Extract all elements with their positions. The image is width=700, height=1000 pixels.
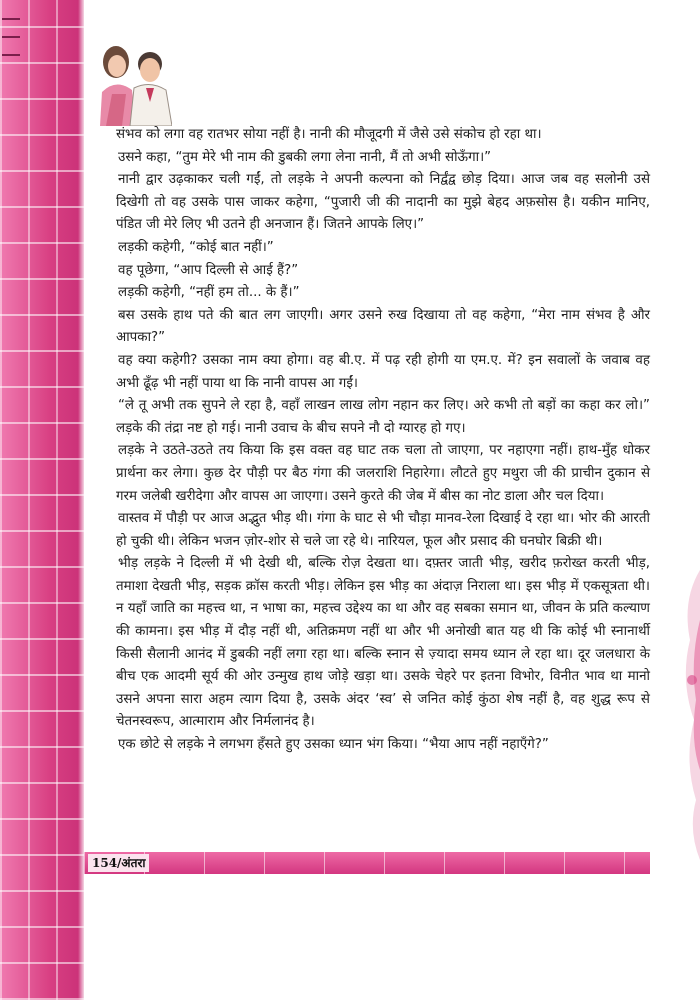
paragraph: एक छोटे से लड़के ने लगभग हँसते हुए उसका ध्यान भंग किया। “भैया आप नहीं नहाएँगे?” xyxy=(118,737,549,753)
paragraph: नानी द्वार उढ़काकर चली गईं, तो लड़के ने अपनी कल्पना को निर्द्वंद्व छोड़ दिया। आज जब वह सलोनी उसे दिखेगी तो वह उसके पास जाकर कहेगा, “पुजारी जी की नादानी का मुझे बेहद अफ़सोस है। यकीन मानिए, पंडित जी मेरे लिए भी उतने ही अनजान हैं। जितने आपके लिए।” xyxy=(116,172,650,233)
paragraph: भीड़ लड़के ने दिल्ली में भी देखी थी, बल्कि रोज़ देखता था। दफ़्तर जाती भीड़, खरीद फ़रोख्त करती भीड़, तमाशा देखती भीड़, सड़क क्रॉस करती भीड़। लेकिन इस भीड़ का अंदाज़ निराला था। इस भीड़ में एकसूत्रता थी। न यहाँ जाति का महत्त्व था, न भाषा का, महत्त्व उद्देश्य का था और वह सबका समान था, जीवन के प्रति कल्याण की कामना। इस भीड़ में दौड़ नहीं थी, अतिक्रमण नहीं था और भी अनोखी बात यह थी कि कोई भी स्नानार्थी किसी सैलानी आनंद में डुबकी नहीं लगा रहा था। बल्कि स्नान से ज़्यादा समय ध्यान ले रहा था। दूर जलधारा के बीच एक आदमी सूर्य की ओर उन्मुख हाथ जोड़े खड़ा था। उसके चेहरे पर इतना विभोर, विनीत भाव था मानो उसने अपना सारा अहम त्याग दिया है, उसके अंदर ‘स्व’ से जनित कोई कुंठा शेष नहीं है, वह शुद्ध रूप से चेतनस्वरूप, आत्माराम और निर्मलानंद है। xyxy=(116,556,650,730)
decorative-brick-border xyxy=(0,0,84,1000)
paragraph: बस उसके हाथ पते की बात लग जाएगी। अगर उसने रुख दिखाया तो वह कहेगा, “मेरा नाम संभव है और आपका?” xyxy=(116,307,650,346)
right-edge-illustration-icon xyxy=(676,560,700,860)
paragraph: वह पूछेगा, “आप दिल्ली से आई हैं?” xyxy=(118,262,299,278)
footer-band xyxy=(84,852,650,874)
paragraph: वास्तव में पौड़ी पर आज अद्भुत भीड़ थी। गंगा के घाट से भी चौड़ा मानव-रेला दिखाई दे रहा था। भोर की आरती हो चुकी थी। लेकिन भजन ज़ोर-शोर से चले जा रहे थे। नारियल, फूल और प्रसाद की घनघोर बिक्री थी। xyxy=(116,511,650,549)
paragraph: लड़के ने उठते-उठते तय किया कि इस वक्त वह घाट तक चला तो जाएगा, पर नहाएगा नहीं। हाथ-मुँह धोकर प्रार्थना कर लेगा। कुछ देर पौड़ी पर बैठ गंगा की जलराशि निहारेगा। लौटते हुए मथुरा जी की प्राचीन दुकान से गरम जलेबी खरीदेगा और वापस आ जाएगा। उसने कुरते की जेब में बीस का नोट डाला और चल दिया। xyxy=(116,443,650,504)
paragraph: लड़की कहेगी, “कोई बात नहीं।” xyxy=(118,239,274,255)
paragraph: उसने कहा, “तुम मेरे भी नाम की डुबकी लगा लेना नानी, मैं तो अभी सोऊँगा।” xyxy=(118,149,492,165)
left-tick-marks xyxy=(2,18,22,72)
paragraph: वह क्या कहेगी? उसका नाम क्या होगा। वह बी.ए. में पढ़ रही होगी या एम.ए. में? इन सवालों के जवाब वह अभी ढूँढ़ भी नहीं पाया था कि नानी वापस आ गईं। xyxy=(116,352,650,391)
page-number-label: 154/अंतरा xyxy=(88,854,149,872)
body-text xyxy=(116,124,650,757)
paragraph: संभव को लगा वह रातभर सोया नहीं है। नानी की मौजूदगी में जैसे उसे संकोच हो रहा था। xyxy=(116,127,542,142)
paragraph: “ले तू अभी तक सुपने ले रहा है, वहाँ लाखन लाख लोग नहान कर लिए। अरे कभी तो बड़ों का कहा कर लो।” लड़के की तंद्रा नष्ट हो गई। नानी उवाच के बीच सपने नौ दो ग्यारह हो गए। xyxy=(116,398,650,436)
paragraph: लड़की कहेगी, “नहीं हम तो... के हैं।” xyxy=(118,285,300,301)
couple-illustration-icon xyxy=(92,42,172,126)
